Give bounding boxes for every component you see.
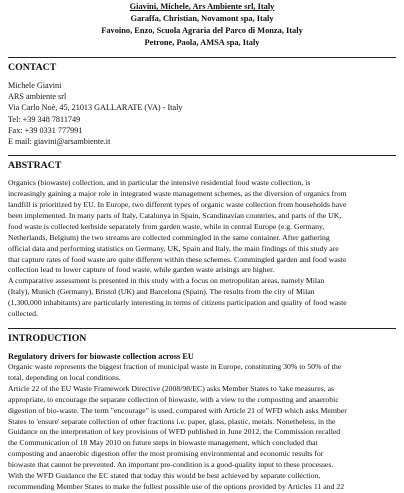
text-line: States to 'ensure' separate collection of other fractions i.e. paper, glass, plastic, metals. Nonetheless, in the	[8, 416, 336, 426]
abstract-heading: ABSTRACT	[8, 160, 62, 172]
text-line: biowaste that cannot be prevented. An important pre-condition is a good-quality input to these processes.	[8, 460, 334, 470]
contact-line: E mail: giavini@arsambiente.it	[8, 137, 111, 147]
text-line: Organic waste represents the biggest fraction of municipal waste in Europe, constituting 30% to 50% of the	[8, 362, 342, 371]
text-line: the Communication of 18 May 2010 on future steps in biowaste management, which concluded that	[8, 438, 318, 448]
text-line: appropriate, to encourage the separate collection of biowaste, with a view to the composting and anaerobic	[8, 394, 339, 404]
contact-line: Via Carlo Noè, 45, 21013 GALLARATE (VA) - Italy	[8, 103, 183, 113]
text-line: composting and anaerobic digestion offer the most promising environmental and economic results for	[8, 449, 324, 459]
text-line: increasingly gaining a major role in integrated waste management schemes, as the diversion of organics from	[8, 189, 347, 199]
contact-line: ARS ambiente srl	[8, 92, 67, 102]
text-line: Guidance on the interpretation of key provisions of WFD published in June 2012, the Commission recalled	[8, 427, 341, 437]
author-list	[8, 1, 396, 49]
text-line: (1,300,000 inhabitants) are particularly interesting in terms of citizens participation and quality of food waste	[8, 298, 347, 308]
contact-heading: CONTACT	[8, 62, 57, 73]
introduction-heading: INTRODUCTION	[8, 333, 87, 344]
text-line: Netherlands, Belgium) the two streams are collected commingled in the same container. After gathering	[8, 232, 330, 242]
contact-block	[8, 80, 396, 147]
author-line: Garaffa, Christian, Novamont spa, Italy	[130, 14, 274, 23]
text-line: been implemented. In many parts of Italy, Catalunya in Spain, Scandinavian countries, and parts of the UK,	[8, 210, 342, 220]
abstract-paragraph	[8, 178, 396, 276]
text-line: digestion of bio-waste. The term "encourage" is used, compared with Article 21 of WFD which asks Member	[8, 405, 347, 415]
text-line: (Italy), Munich (Germany), Bristol (UK) and Barcelona (Spain). The results from the city of Milan	[8, 287, 315, 297]
text-line: With the WFD Guidance the EC stated that today this would be best achieved by separate collection,	[8, 471, 321, 481]
section-rule	[8, 57, 396, 58]
text-line: official data and performing statistics on Germany, UK, Spain and Italy, the main findings of this study are	[8, 243, 339, 253]
text-line: Organics (biowaste) collection, and in particular the intensive residential food waste collection, is	[8, 178, 311, 188]
contact-line: Tel: +39 348 7811749	[8, 114, 81, 124]
text-line: collected.	[8, 309, 38, 319]
intro-paragraph	[8, 362, 396, 384]
subsection-heading: Regulatory drivers for biowaste collection across EU	[8, 352, 194, 361]
abstract-paragraph	[8, 276, 396, 320]
text-line: A comparative assessment is presented in this study with a focus on metropolitan areas, namely Milan	[8, 276, 325, 286]
text-line: landfill is prioritized by EU. In Europe, two different types of organic waste collection from households have	[8, 200, 347, 210]
text-line: food waste is collected kerbside separately from garden waste, while in central Europe (e.g. Germany,	[8, 221, 325, 231]
text-line: total, depending on local conditions.	[8, 372, 121, 382]
section-rule	[8, 155, 396, 156]
text-line: recommending Member States to make the fullest possible use of the options provided by Articles 11 and 22	[8, 481, 345, 491]
text-line: collection lead to lower capture of food waste, while garden waste arisings are higher.	[8, 265, 275, 275]
contact-line: Fax: +39 0331 777991	[8, 125, 83, 135]
author-line: Petrone, Paola, AMSA spa, Italy	[144, 38, 260, 47]
text-line: that capture rates of food waste are quite different within these schemes. Commingled garden and food waste	[8, 254, 347, 264]
section-rule	[8, 328, 396, 329]
text-line: Article 22 of the EU Waste Framework Directive (2008/98/EC) asks Member States to 'take measures, as	[8, 383, 335, 393]
contact-line: Michele Giavini	[8, 81, 62, 90]
intro-paragraph	[8, 384, 396, 493]
author-line: Giavini, Michele, Ars Ambiente srl, Italy	[129, 2, 275, 11]
author-line: Favoino, Enzo, Scuola Agraria del Parco di Monza, Italy	[101, 26, 303, 35]
